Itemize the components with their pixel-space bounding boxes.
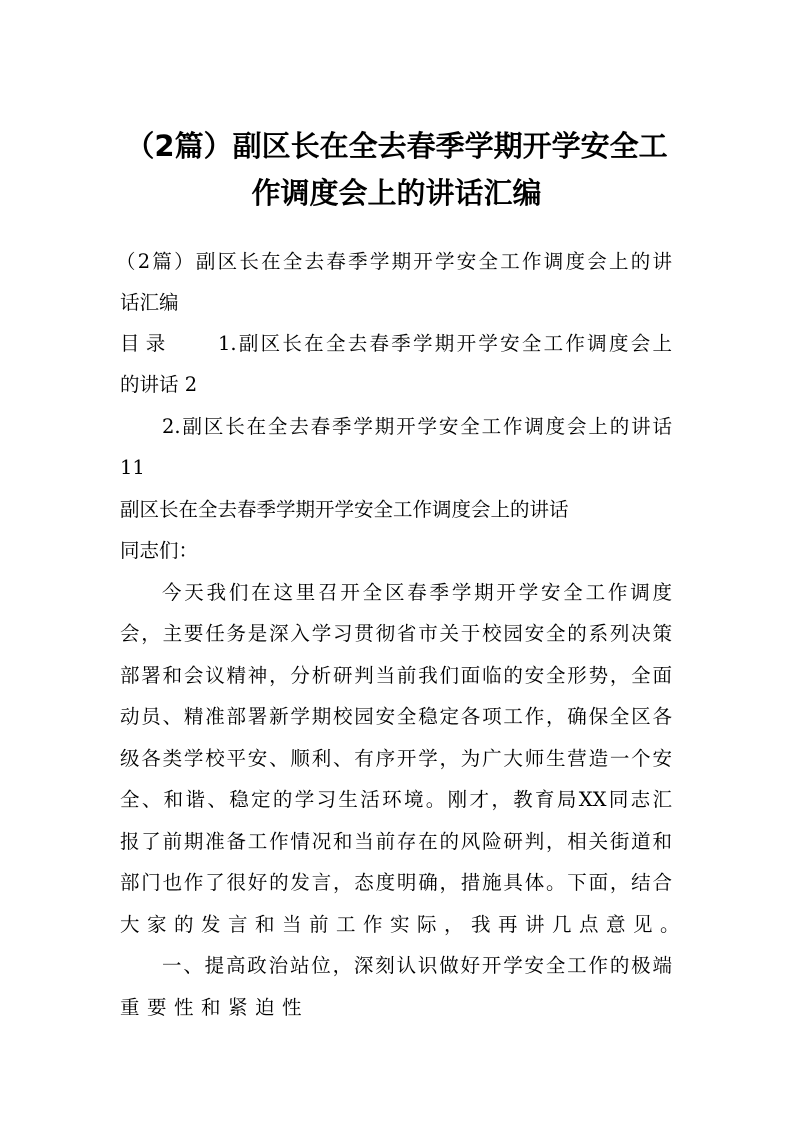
paragraph-line: 部门也作了很好的发言，态度明确，措施具体。下面，结合 [120,871,672,894]
document-title-line-1: （2篇）副区长在全去春季学期开学安全工 [125,129,668,163]
paragraph-line: 全、和谐、稳定的学习生活环境。刚才，教育局XX同志汇 [120,788,672,811]
subtitle-line-1: （2篇）副区长在全去春季学期开学安全工作调度会上的讲 [116,250,672,273]
toc-item-1-line-1[interactable]: 1.副区长在全去春季学期开学安全工作调度会上 [218,332,672,355]
toc-item-2-line-2[interactable]: 11 [120,456,145,479]
paragraph-line: 今天我们在这里召开全区春季学期开学安全工作调度 [162,581,672,604]
speech-heading: 副区长在全去春季学期开学安全工作调度会上的讲话 [120,498,569,521]
paragraph-line: 会，主要任务是深入学习贯彻省市关于校园安全的系列决策 [120,622,672,645]
toc-item-2-line-1[interactable]: 2.副区长在全去春季学期开学安全工作调度会上的讲话 [162,415,672,438]
paragraph-line: 级各类学校平安、顺利、有序开学，为广大师生营造一个安 [120,747,672,770]
paragraph-line: 动员、精准部署新学期校园安全稳定各项工作，确保全区各 [120,705,672,728]
paragraph-line: 部署和会议精神，分析研判当前我们面临的安全形势，全面 [120,664,672,687]
section-heading-line-1: 一、提高政治站位，深刻认识做好开学安全工作的极端 [162,954,672,977]
toc-label: 目 录 [120,332,166,355]
section-heading-line-2: 重要性和紧迫性 [120,996,310,1019]
document-title-line-2: 作调度会上的讲话汇编 [251,176,542,210]
paragraph-line: 大家的发言和当前工作实际，我再讲几点意见。 [120,913,688,936]
toc-item-1-line-2[interactable]: 的讲话 2 [120,373,198,396]
salutation: 同志们： [120,539,199,562]
paragraph-line: 报了前期准备工作情况和当前存在的风险研判，相关街道和 [120,830,672,853]
subtitle-line-2: 话汇编 [120,291,179,314]
